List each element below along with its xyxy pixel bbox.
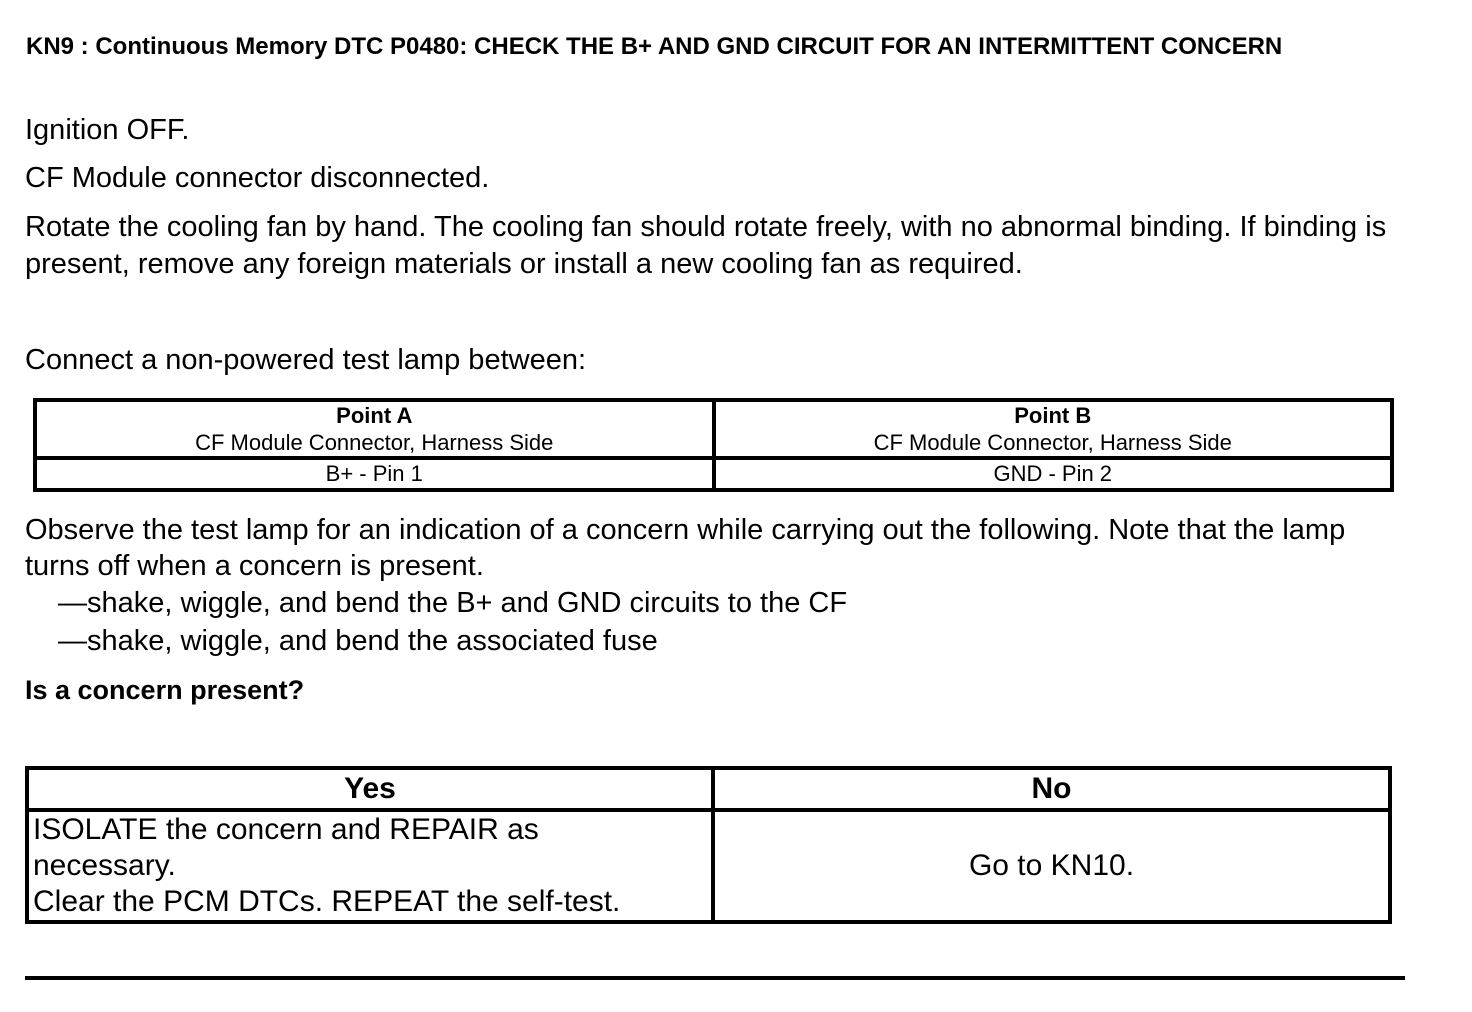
point-a-value: B+ - Pin 1 [35, 458, 714, 490]
no-action-link[interactable]: Go to KN10. [713, 810, 1390, 922]
observe-item-fuse: —shake, wiggle, and bend the associated fuse [58, 625, 658, 657]
point-b-header: Point B [1014, 403, 1092, 428]
step-connector: CF Module connector disconnected. [25, 162, 490, 194]
observe-block [25, 512, 1405, 660]
yes-action-cell [27, 810, 713, 922]
concern-question: Is a concern present? [25, 675, 305, 705]
point-b-value: GND - Pin 2 [714, 458, 1393, 490]
test-lamp-table [33, 398, 1394, 492]
bottom-divider [25, 976, 1405, 980]
point-a-header-cell [35, 400, 714, 458]
point-a-header: Point A [336, 403, 413, 428]
point-b-header-cell [714, 400, 1393, 458]
decision-table [25, 766, 1392, 924]
point-b-sub: CF Module Connector, Harness Side [873, 430, 1232, 455]
step-connect-lamp: Connect a non-powered test lamp between: [25, 344, 587, 376]
yes-action-line: necessary. [33, 849, 176, 882]
yes-header: Yes [27, 768, 713, 810]
step-ignition: Ignition OFF. [25, 114, 190, 146]
point-a-sub: CF Module Connector, Harness Side [195, 430, 554, 455]
yes-action-line: Clear the PCM DTCs. REPEAT the self-test. [33, 885, 621, 918]
no-header: No [713, 768, 1390, 810]
step-rotate-fan: Rotate the cooling fan by hand. The cooling fan should rotate freely, with no abnormal binding. If binding is present, remove any foreign materials or install a new cooling fan as required. [25, 211, 1387, 280]
yes-action-line: ISOLATE the concern and REPAIR as [33, 813, 539, 846]
observe-item-circuits: —shake, wiggle, and bend the B+ and GND circuits to the CF [58, 587, 848, 619]
page-title: KN9 : Continuous Memory DTC P0480: CHECK THE B+ AND GND CIRCUIT FOR AN INTERMITTENT CONCERN [26, 33, 1283, 60]
observe-text: Observe the test lamp for an indication of a concern while carrying out the following. Note that the lamp turns off when a concern is present. [25, 514, 1346, 582]
